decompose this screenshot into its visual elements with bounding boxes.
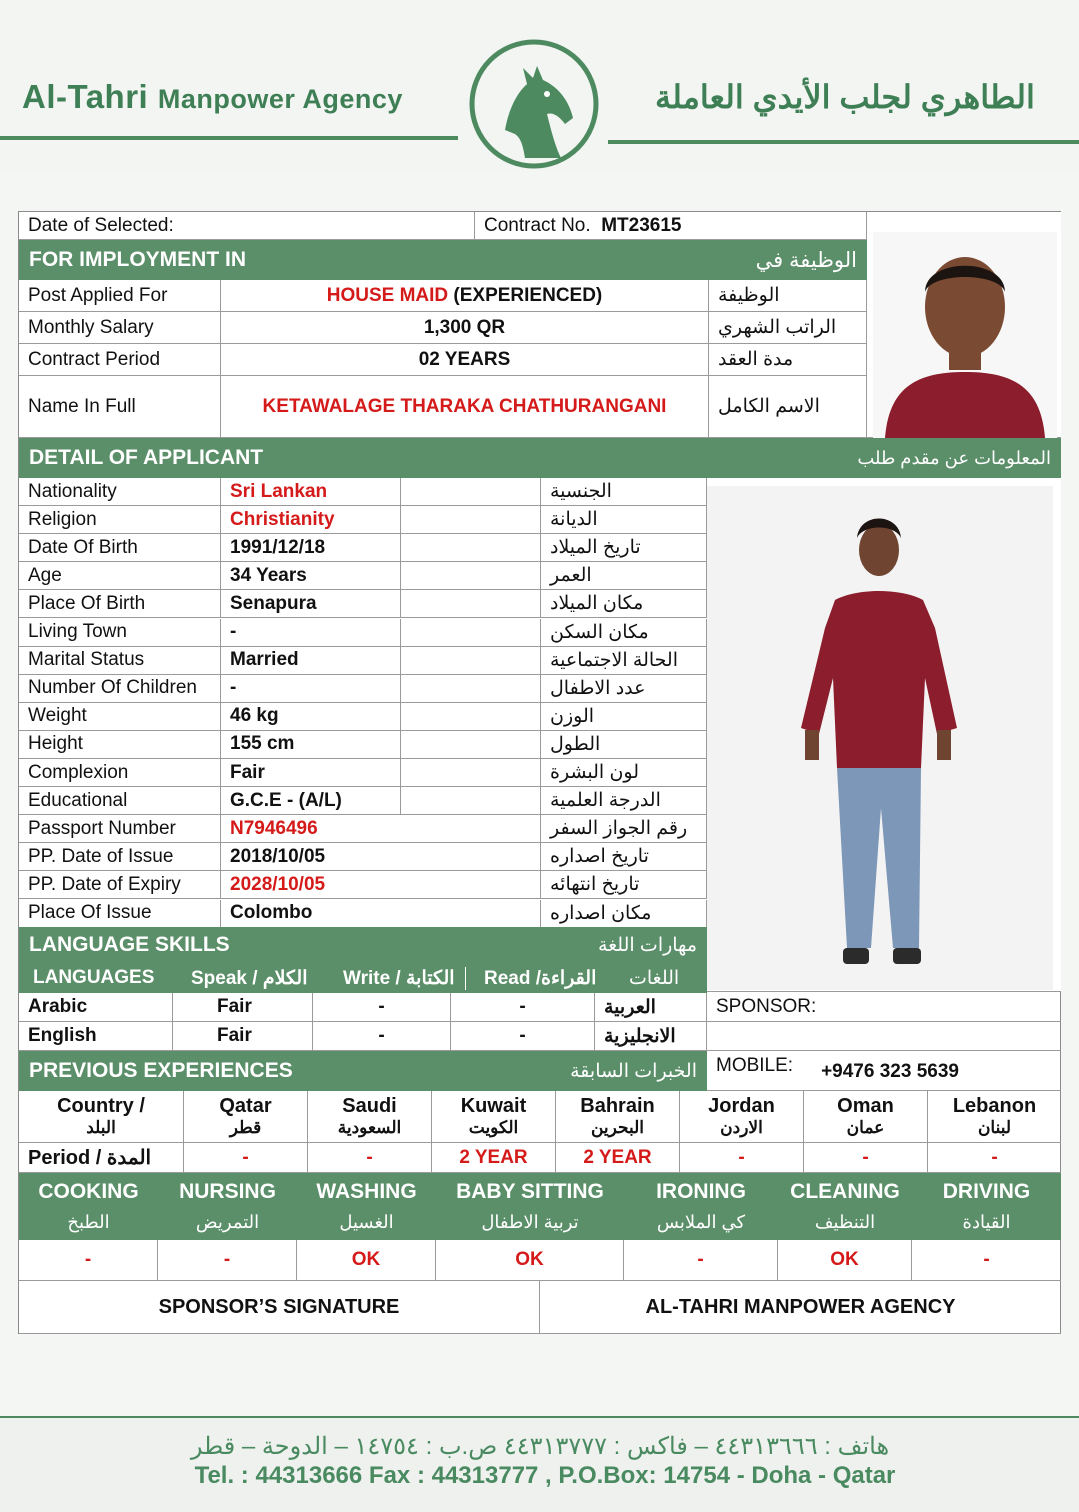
contract-number: MT23615	[601, 214, 682, 236]
detail-label-arabic: مكان اصداره	[541, 900, 707, 928]
detail-label: Place Of Birth	[19, 590, 221, 618]
country-name: Kuwait	[460, 1094, 527, 1117]
skill-name-arabic: تربية الاطفال	[481, 1211, 579, 1232]
footer-contact-arabic: هاتف : ٤٤٣١٣٦٦٦ – فاكس : ٤٤٣١٣٧٧٧ ص.ب : ١٤٧٥٤ – الدوحة – قطر	[190, 1433, 890, 1460]
detail-value: Sri Lankan	[221, 478, 401, 506]
period-header-cell	[19, 1143, 184, 1173]
skill-header	[912, 1173, 1061, 1240]
country-period: -	[928, 1143, 1061, 1173]
detail-label: Educational	[19, 787, 221, 815]
post-label: Post Applied For	[19, 280, 221, 312]
detail-label: Date Of Birth	[19, 534, 221, 562]
detail-value: 2028/10/05	[221, 871, 541, 899]
languages-header: LANGUAGES	[33, 967, 155, 988]
language-write: -	[313, 993, 451, 1022]
sponsor-signature-label: SPONSOR’S SIGNATURE	[158, 1295, 400, 1318]
country-period: 2 YEAR	[556, 1143, 680, 1173]
language-name-arabic: الانجليزية	[595, 1022, 707, 1051]
write-header: Write / الكتابة	[343, 968, 455, 989]
detail-blank	[401, 534, 541, 562]
skill-name: DRIVING	[942, 1179, 1031, 1203]
detail-value: Married	[221, 647, 401, 675]
skill-value: OK	[436, 1240, 624, 1281]
read-header: Read /القراءة	[465, 967, 596, 990]
country-header-cell	[19, 1091, 184, 1143]
country-name-arabic: قطر	[229, 1117, 262, 1137]
country-name-arabic: الاردن	[720, 1117, 763, 1137]
detail-value: 155 cm	[221, 731, 401, 759]
application-form	[18, 211, 1061, 1334]
language-title-arabic: مهارات اللغة	[597, 934, 697, 956]
header-rule-left	[0, 136, 458, 140]
date-selected-label: Date of Selected:	[28, 214, 174, 236]
skill-value: -	[912, 1240, 1061, 1281]
detail-value: Christianity	[221, 506, 401, 534]
country-period: -	[184, 1143, 308, 1173]
employment-section-header	[19, 240, 867, 280]
country-name: Qatar	[219, 1094, 272, 1117]
detail-label: Complexion	[19, 759, 221, 787]
experience-title-arabic: الخبرات السابقة	[570, 1060, 697, 1082]
skill-name: WASHING	[316, 1179, 417, 1203]
country-name: Lebanon	[952, 1094, 1037, 1117]
country-name-arabic: البحرين	[590, 1117, 645, 1137]
contract-number-cell	[475, 212, 867, 240]
country-header-arabic: البلد	[86, 1117, 116, 1137]
language-read: -	[451, 993, 595, 1022]
detail-blank	[401, 787, 541, 815]
detail-value: -	[221, 675, 401, 703]
language-section-header	[19, 927, 707, 963]
experience-section-header	[19, 1051, 707, 1091]
country-header: Country /	[57, 1094, 145, 1117]
detail-label-arabic: تاريخ الميلاد	[541, 534, 707, 562]
country-period: -	[308, 1143, 432, 1173]
skill-header	[19, 1173, 158, 1240]
skill-header	[158, 1173, 297, 1240]
detail-label-arabic: تاريخ اصداره	[541, 843, 707, 871]
detail-blank	[401, 506, 541, 534]
detail-label: Living Town	[19, 619, 221, 647]
skill-header-row	[19, 1173, 1061, 1240]
language-name: English	[19, 1022, 173, 1051]
detail-label: Marital Status	[19, 647, 221, 675]
detail-value: Fair	[221, 759, 401, 787]
country-name-arabic: الكويت	[468, 1117, 519, 1137]
skill-name-arabic: كي الملابس	[656, 1211, 746, 1232]
detail-label: Age	[19, 562, 221, 590]
detail-blank	[401, 675, 541, 703]
language-name-arabic: العربية	[595, 993, 707, 1022]
contract-period-value: 02 YEARS	[221, 344, 709, 376]
skill-header	[624, 1173, 778, 1240]
date-selected-cell	[19, 212, 475, 240]
brand-name-arabic: الطاهري لجلب الأيدي العاملة	[655, 79, 1035, 115]
country-header-cell	[432, 1091, 556, 1143]
detail-label-arabic: تاريخ انتهائه	[541, 871, 707, 899]
full-name-value: KETAWALAGE THARAKA CHATHURANGANI	[221, 376, 709, 438]
detail-label: Height	[19, 731, 221, 759]
skill-value: -	[158, 1240, 297, 1281]
skill-header	[297, 1173, 436, 1240]
detail-label: Nationality	[19, 478, 221, 506]
country-header-cell	[556, 1091, 680, 1143]
country-period: 2 YEAR	[432, 1143, 556, 1173]
skill-name-arabic: الغسيل	[339, 1211, 394, 1232]
skill-name: CLEANING	[790, 1179, 900, 1203]
post-value-detail: (EXPERIENCED)	[448, 284, 603, 306]
detail-label-arabic: الجنسية	[541, 478, 707, 506]
detail-blank	[401, 478, 541, 506]
post-value-red: HOUSE MAID	[326, 284, 449, 306]
skill-value: OK	[297, 1240, 436, 1281]
language-column-headers	[19, 963, 707, 993]
country-period: -	[680, 1143, 804, 1173]
horse-logo-icon	[465, 38, 603, 170]
country-name: Saudi	[342, 1094, 397, 1117]
detail-value: -	[221, 619, 401, 647]
detail-label-arabic: الحالة الاجتماعية	[541, 647, 707, 675]
detail-blank	[401, 590, 541, 618]
full-body-image	[707, 478, 1061, 992]
languages-header-arabic: اللغات	[629, 968, 680, 989]
language-name: Arabic	[19, 993, 173, 1022]
language-write: -	[313, 1022, 451, 1051]
footer-contact-english: Tel. : 44313666 Fax : 44313777 , P.O.Box: 14754 - Doha - Qatar	[194, 1462, 896, 1489]
skill-name: BABY SITTING	[456, 1179, 604, 1203]
detail-value: 34 Years	[221, 562, 401, 590]
detail-label-arabic: مكان الميلاد	[541, 590, 707, 618]
mobile-number: +9476 323 5639	[821, 1061, 959, 1082]
post-value	[221, 280, 709, 312]
country-header-cell	[308, 1091, 432, 1143]
skill-name: NURSING	[179, 1179, 276, 1203]
skill-name-arabic: التمريض	[195, 1211, 260, 1232]
skill-name: IRONING	[656, 1179, 746, 1203]
contract-label: Contract No.	[484, 214, 591, 236]
applicant-title-arabic: المعلومات عن مقدم طلب	[857, 447, 1051, 468]
detail-value: 2018/10/05	[221, 843, 541, 871]
country-name-arabic: السعودية	[337, 1117, 402, 1137]
detail-label-arabic: عدد الاطفال	[541, 675, 707, 703]
language-title: LANGUAGE SKILLS	[29, 933, 230, 956]
detail-blank	[401, 731, 541, 759]
skill-name-arabic: الطبخ	[67, 1211, 110, 1232]
skill-value: -	[624, 1240, 778, 1281]
full-name-label: Name In Full	[19, 376, 221, 438]
full-body-photo	[707, 478, 1061, 992]
portrait-photo	[867, 212, 1061, 438]
detail-label: Religion	[19, 506, 221, 534]
detail-label: PP. Date of Issue	[19, 843, 221, 871]
country-name: Bahrain	[580, 1094, 655, 1117]
speak-header: Speak / الكلام	[191, 968, 308, 989]
country-name-arabic: عمان	[846, 1117, 885, 1137]
skill-header	[778, 1173, 912, 1240]
skill-value: OK	[778, 1240, 912, 1281]
detail-label-arabic: الوزن	[541, 703, 707, 731]
skill-name-arabic: التنظيف	[814, 1211, 876, 1232]
detail-label: Weight	[19, 703, 221, 731]
sponsor-signature-cell	[19, 1281, 540, 1334]
country-name-arabic: لبنان	[977, 1117, 1012, 1137]
language-speak: Fair	[173, 1022, 313, 1051]
country-header-cell	[680, 1091, 804, 1143]
applicant-title: DETAIL OF APPLICANT	[29, 446, 264, 469]
post-label-arabic: الوظيفة	[709, 280, 867, 312]
country-header-cell	[928, 1091, 1061, 1143]
sponsor-label: SPONSOR:	[716, 996, 817, 1017]
mobile-cell	[707, 1051, 1061, 1091]
full-name-label-arabic: الاسم الكامل	[709, 376, 867, 438]
employment-title: FOR IMPLOYMENT IN	[29, 248, 246, 271]
skill-value: -	[19, 1240, 158, 1281]
detail-label-arabic: لون البشرة	[541, 759, 707, 787]
detail-value: 1991/12/18	[221, 534, 401, 562]
contract-period-label: Contract Period	[19, 344, 221, 376]
detail-label-arabic: الديانة	[541, 506, 707, 534]
detail-blank	[401, 703, 541, 731]
detail-label: Place Of Issue	[19, 900, 221, 928]
detail-label-arabic: مكان السكن	[541, 619, 707, 647]
sponsor-cell	[707, 993, 1061, 1022]
letterhead	[0, 0, 1079, 170]
detail-label: Number Of Children	[19, 675, 221, 703]
brand-name-english: Al-Tahri Manpower Agency	[22, 78, 403, 115]
detail-blank	[401, 619, 541, 647]
detail-value: Senapura	[221, 590, 401, 618]
agency-signature-label: AL-TAHRI MANPOWER AGENCY	[645, 1295, 956, 1318]
country-name: Oman	[837, 1094, 894, 1117]
detail-label-arabic: العمر	[541, 562, 707, 590]
language-speak: Fair	[173, 993, 313, 1022]
header-rule-right	[608, 140, 1079, 144]
language-read: -	[451, 1022, 595, 1051]
detail-label: Passport Number	[19, 815, 221, 843]
detail-value: N7946496	[221, 815, 541, 843]
portrait-image	[867, 212, 1061, 438]
salary-label-arabic: الراتب الشهري	[709, 312, 867, 344]
experience-title: PREVIOUS EXPERIENCES	[29, 1059, 293, 1082]
detail-value: 46 kg	[221, 703, 401, 731]
detail-label-arabic: الدرجة العلمية	[541, 787, 707, 815]
contract-period-label-arabic: مدة العقد	[709, 344, 867, 376]
skill-name-arabic: القيادة	[962, 1211, 1011, 1232]
country-header-cell	[804, 1091, 928, 1143]
skill-header	[436, 1173, 624, 1240]
employment-title-arabic: الوظيفة في	[755, 248, 857, 272]
detail-blank	[401, 647, 541, 675]
applicant-section-header	[19, 438, 1061, 478]
detail-value: Colombo	[221, 900, 541, 928]
mobile-label: MOBILE:	[716, 1055, 794, 1076]
detail-value: G.C.E - (A/L)	[221, 787, 401, 815]
skill-name: COOKING	[38, 1179, 139, 1203]
detail-label: PP. Date of Expiry	[19, 871, 221, 899]
agency-signature-cell	[540, 1281, 1061, 1334]
detail-label-arabic: الطول	[541, 731, 707, 759]
skills-section-header	[19, 1173, 1061, 1240]
salary-label: Monthly Salary	[19, 312, 221, 344]
country-period: -	[804, 1143, 928, 1173]
detail-label-arabic: رقم الجواز السفر	[541, 815, 707, 843]
country-name: Jordan	[708, 1094, 775, 1117]
detail-blank	[401, 562, 541, 590]
detail-blank	[401, 759, 541, 787]
country-header-cell	[184, 1091, 308, 1143]
period-header: Period / المدة	[28, 1147, 152, 1169]
salary-value: 1,300 QR	[221, 312, 709, 344]
sponsor-blank-cell	[707, 1022, 1061, 1051]
